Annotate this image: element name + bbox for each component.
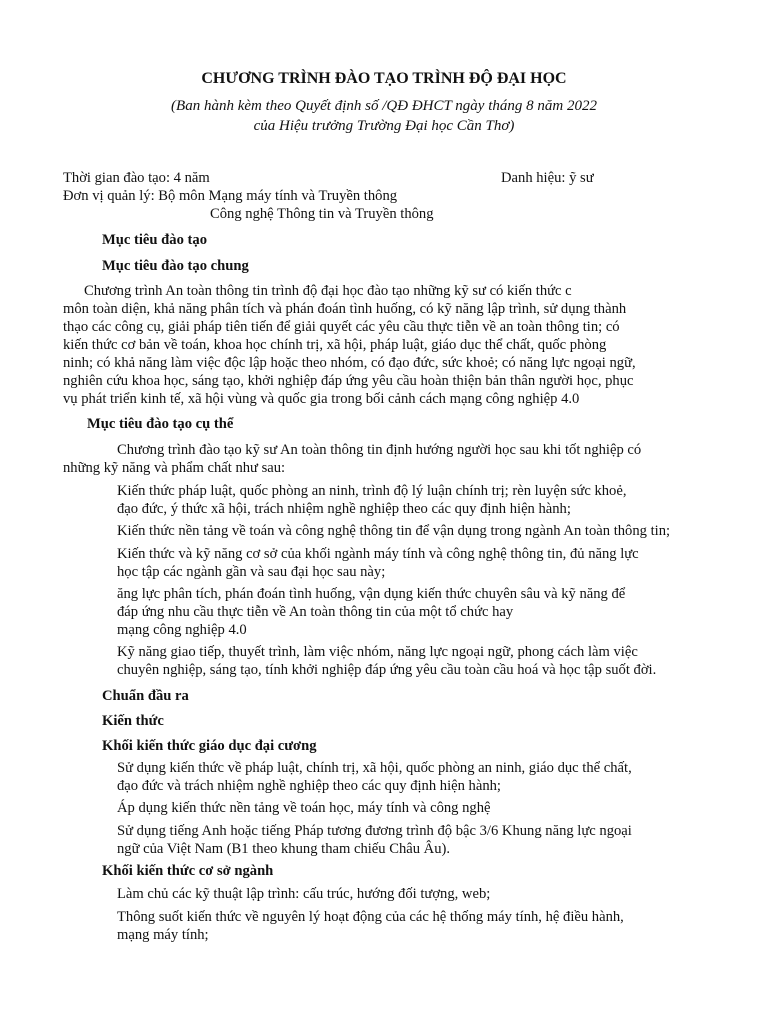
list-item-line: Kiến thức và kỹ năng cơ sở của khối ngành máy tính và công nghệ thông tin, đủ năng lực	[117, 546, 639, 562]
list-item-line: chuyên nghiệp, sáng tạo, tính khởi nghiệp đáp ứng yêu cầu toàn cầu hoá và học tập suốt đời.	[117, 662, 657, 678]
list-item-line: ngữ của Việt Nam (B1 theo khung tham chiếu Châu Âu).	[117, 841, 451, 857]
list-item-line: Kiến thức pháp luật, quốc phòng an ninh, trình độ lý luận chính trị; rèn luyện sức khoẻ,	[117, 483, 627, 499]
managing-unit: Đơn vị quản lý: Bộ môn Mạng máy tính và Truyền thông	[63, 188, 398, 204]
list-item-line: đạo đức, ý thức xã hội, trách nhiệm nghề nghiệp theo các quy định hiện hành;	[117, 501, 571, 517]
heading-outcomes: Chuẩn đầu ra	[102, 688, 189, 704]
list-item-line: mạng máy tính;	[117, 927, 209, 943]
list-item-line: đáp ứng nhu cầu thực tiễn về An toàn thông tin của một tổ chức hay	[117, 604, 514, 620]
list-item-line: Thông suốt kiến thức về nguyên lý hoạt động của các hệ thống máy tính, hệ điều hành,	[117, 909, 624, 925]
heading-base-knowledge: Khối kiến thức cơ sở ngành	[102, 863, 274, 879]
decree-line-2: của Hiệu trưởng Trường Đại học Cần Thơ)	[253, 118, 515, 134]
list-item-line: Làm chủ các kỹ thuật lập trình: cấu trúc, hướng đối tượng, web;	[117, 886, 491, 902]
paragraph-line: vụ phát triển kinh tế, xã hội vùng và quốc gia trong bối cảnh cách mạng công nghiệp 4.0	[63, 391, 580, 407]
heading-goals: Mục tiêu đào tạo	[102, 232, 207, 248]
list-item-line: học tập các ngành gần và sau đại học sau này;	[117, 564, 386, 580]
degree-title: Danh hiệu: ỹ sư	[501, 170, 594, 186]
list-item-line: ăng lực phân tích, phán đoán tình huống, vận dụng kiến thức chuyên sâu và kỹ năng để	[117, 586, 626, 602]
heading-specific-goals: Mục tiêu đào tạo cụ thể	[87, 416, 234, 432]
list-item-line: Kỹ năng giao tiếp, thuyết trình, làm việc nhóm, năng lực ngoại ngữ, phong cách làm việc	[117, 644, 638, 660]
paragraph-line: Chương trình An toàn thông tin trình độ đại học đào tạo những kỹ sư có kiến thức c	[84, 283, 572, 299]
list-item-line: Kiến thức nền tảng về toán và công nghệ thông tin để vận dụng trong ngành An toàn thông tin;	[117, 523, 671, 539]
paragraph-line: Chương trình đào tạo kỹ sư An toàn thông tin định hướng người học sau khi tốt nghiệp có	[117, 442, 642, 458]
heading-general-education: Khối kiến thức giáo dục đại cương	[102, 738, 317, 754]
paragraph-line: kiến thức cơ bản về toán, khoa học chính trị, xã hội, pháp luật, giáo dục thể chất, quốc phòng	[63, 337, 607, 353]
document-title: CHƯƠNG TRÌNH ĐÀO TẠO TRÌNH ĐỘ ĐẠI HỌC	[201, 70, 567, 87]
list-item-line: mạng công nghiệp 4.0	[117, 622, 247, 638]
heading-general-goals: Mục tiêu đào tạo chung	[102, 258, 249, 274]
paragraph-line: những kỹ năng và phẩm chất như sau:	[63, 460, 286, 476]
decree-line-1: (Ban hành kèm theo Quyết định số /QĐ ĐHCT ngày tháng 8 năm 2022	[171, 98, 597, 114]
list-item-line: đạo đức và trách nhiệm nghề nghiệp theo các quy định hiện hành;	[117, 778, 501, 794]
paragraph-line: nghiên cứu khoa học, sáng tạo, khởi nghiệp đáp ứng yêu cầu hoàn thiện bản thân người học, phục	[63, 373, 634, 389]
paragraph-line: ninh; có khả năng làm việc độc lập hoặc theo nhóm, có đạo đức, sức khoẻ; có năng lực ngoại ngữ,	[63, 355, 636, 371]
list-item-line: Sử dụng kiến thức về pháp luật, chính trị, xã hội, quốc phòng an ninh, giáo dục thể chất,	[117, 760, 632, 776]
list-item-line: Sử dụng tiếng Anh hoặc tiếng Pháp tương đương trình độ bậc 3/6 Khung năng lực ngoại	[117, 823, 632, 839]
training-duration: Thời gian đào tạo: 4 năm	[63, 170, 210, 186]
paragraph-line: thạo các công cụ, giải pháp tiên tiến để giải quyết các yêu cầu thực tiễn về an toàn thông tin; có	[63, 319, 620, 335]
managing-faculty: Công nghệ Thông tin và Truyền thông	[210, 206, 434, 222]
heading-knowledge: Kiến thức	[102, 713, 164, 729]
list-item-line: Áp dụng kiến thức nền tảng về toán học, máy tính và công nghệ	[117, 800, 491, 816]
paragraph-line: môn toàn diện, khả năng phân tích và phán đoán tình huống, có kỹ năng lập trình, sử dụng thành	[63, 301, 627, 317]
